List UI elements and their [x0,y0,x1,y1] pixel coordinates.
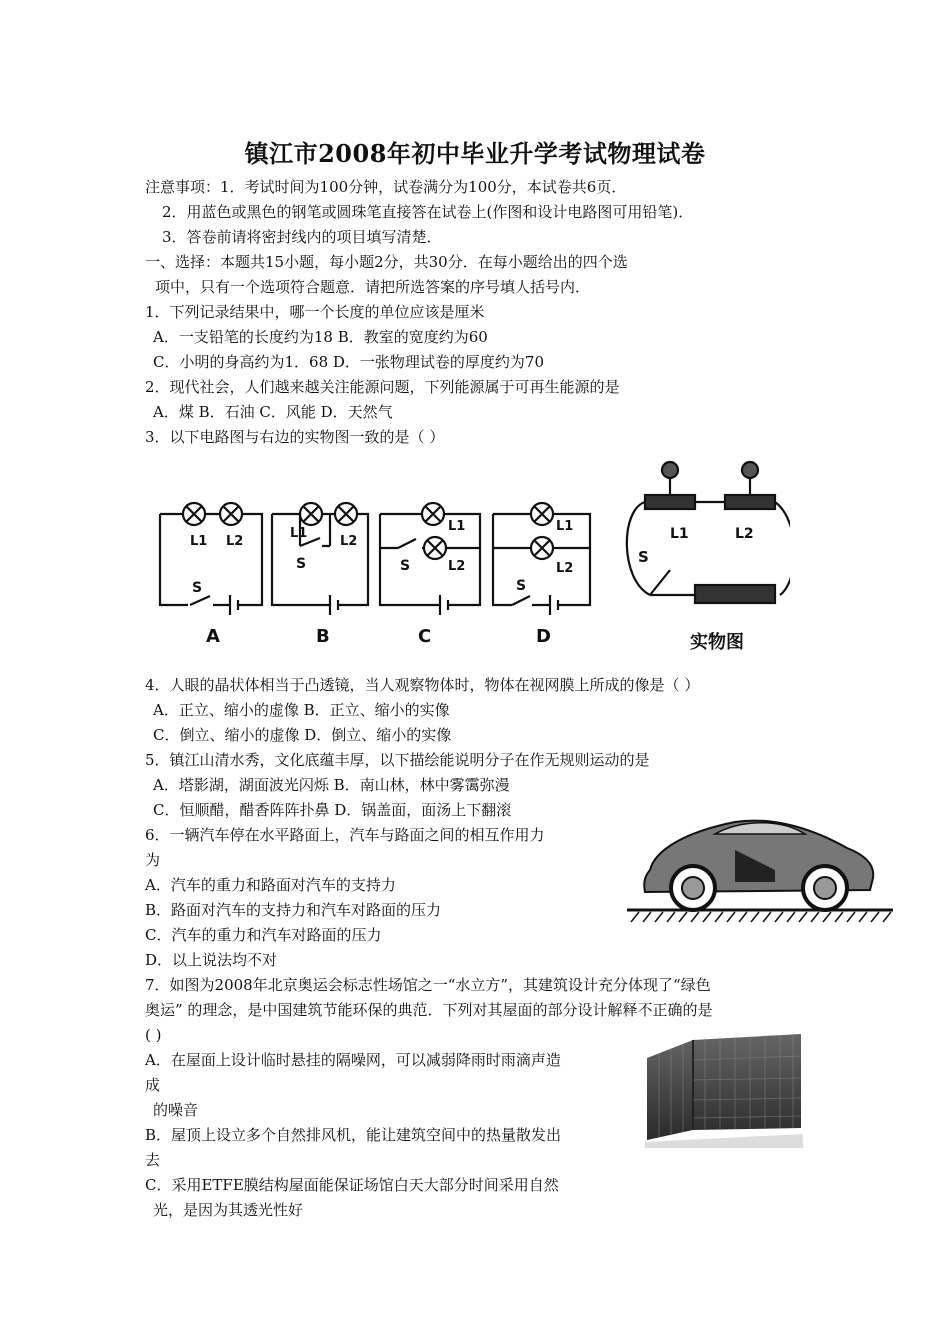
q6-option-d: D．以上说法均不对 [145,951,278,969]
q6-option-b: B．路面对汽车的支持力和汽车对路面的压力 [145,901,442,919]
q7-option-b-2: 去 [145,1151,161,1169]
section-heading-line-1: 一、选择：本题共15小题，每小题2分，共30分．在每小题给出的四个选 [145,253,628,271]
c-lamp1-label: L1 [448,519,466,534]
notice-line-3: 3．答卷前请将密封线内的项目填写清楚． [162,228,442,246]
q6-stem-2: 为 [145,851,161,869]
b-switch-label: S [296,556,307,572]
d-lamp2-label: L2 [556,561,574,576]
water-cube-photo [645,1030,803,1148]
photo-label: 实物图 [690,632,744,653]
photo-lamp2-label: L2 [735,526,754,542]
q1-options-1: A．一支铅笔的长度约为18 B．教室的宽度约为60 [153,328,488,346]
circuit-label-d: D [536,626,551,647]
q5-options-1: A．塔影湖，湖面波光闪烁 B．南山林，林中雾霭弥漫 [153,776,510,794]
q4-options-1: A．正立、缩小的虚像 B．正立、缩小的实像 [153,701,450,719]
circuit-a [160,503,262,615]
page-title: 镇江市2008年初中毕业升学考试物理试卷 [244,139,706,168]
q7-option-a-2: 成 [145,1076,161,1094]
d-switch-label: S [516,578,527,594]
c-switch-label: S [400,558,411,574]
q5-stem: 5．镇江山清水秀，文化底蕴丰厚，以下描绘能说明分子在作无规则运动的是 [145,751,650,769]
q4-stem: 4．人眼的晶状体相当于凸透镜，当人观察物体时，物体在视网膜上所成的像是（ ） [145,676,700,694]
q7-option-a-1: A．在屋面上设计临时悬挂的隔噪网，可以减弱降雨时雨滴声造 [145,1051,561,1069]
q7-option-c-1: C．采用ETFE膜结构屋面能保证场馆白天大部分时间采用自然 [145,1176,559,1194]
b-lamp1-label: L1 [290,526,308,541]
q7-stem-3: ( ) [145,1026,162,1044]
notice-line-1: 注意事项：1．考试时间为100分钟，试卷满分为100分，本试卷共6页． [145,178,627,196]
physical-circuit-photo [627,462,790,603]
section-heading-line-2: 项中，只有一个选项符合题意．请把所选答案的序号填人括号内． [155,278,591,296]
q6-option-a: A．汽车的重力和路面对汽车的支持力 [145,876,396,894]
notice-line-2: 2．用蓝色或黑色的钢笔或圆珠笔直接答在试卷上(作图和设计电路图可用铅笔)． [162,203,694,221]
q2-stem: 2．现代社会，人们越来越关注能源问题，下列能源属于可再生能源的是 [145,378,620,396]
circuit-d [493,503,590,615]
circuit-label-b: B [316,626,330,647]
q1-options-2: C．小明的身高约为1．68 D．一张物理试卷的厚度约为70 [153,353,544,371]
q7-option-c-2: 光，是因为其透光性好 [153,1201,304,1219]
q1-stem: 1．下列记录结果中，哪一个长度的单位应该是厘米 [145,303,485,321]
circuit-diagrams-figure [150,450,790,660]
q6-option-c: C．汽车的重力和汽车对路面的压力 [145,926,382,944]
circuit-label-c: C [418,626,432,647]
d-lamp1-label: L1 [556,519,574,534]
q2-options: A．煤 B．石油 C．风能 D．天然气 [153,403,393,421]
car-illustration [625,810,895,930]
c-lamp2-label: L2 [448,559,466,574]
q4-options-2: C．倒立、缩小的虚像 D．倒立、缩小的实像 [153,726,452,744]
photo-lamp1-label: L1 [670,526,689,542]
q6-stem-1: 6．一辆汽车停在水平路面上，汽车与路面之间的相互作用力 [145,826,545,844]
circuit-label-a: A [206,626,220,647]
photo-switch-label: S [638,548,649,566]
b-lamp2-label: L2 [340,534,358,549]
a-switch-label: S [192,580,203,596]
q3-stem: 3．以下电路图与右边的实物图一致的是（ ） [145,428,445,446]
a-lamp2-label: L2 [226,534,244,549]
q7-stem-1: 7．如图为2008年北京奥运会标志性场馆之一“水立方”，其建筑设计充分体现了“绿色 [145,976,711,994]
q7-stem-2: 奥运” 的理念，是中国建筑节能环保的典范．下列对其屋面的部分设计解释不正确的是 [145,1001,713,1019]
q5-options-2: C．恒顺醋，醋香阵阵扑鼻 D．锅盖面，面汤上下翻滚 [153,801,512,819]
q7-option-a-3: 的噪音 [153,1101,199,1119]
q7-option-b-1: B．屋顶上设立多个自然排风机，能让建筑空间中的热量散发出 [145,1126,562,1144]
circuit-b [272,503,368,615]
a-lamp1-label: L1 [190,534,208,549]
